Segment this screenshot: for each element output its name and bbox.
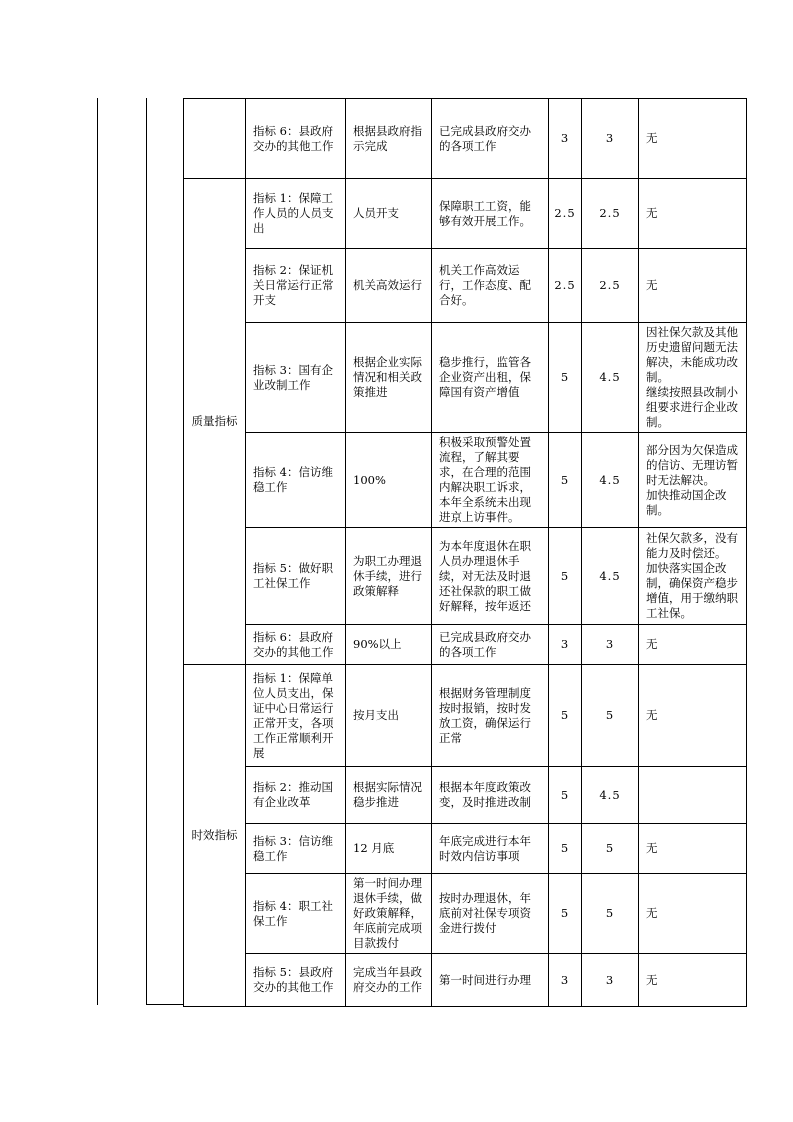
weight-cell-text: 5 xyxy=(560,787,570,802)
target-value-cell-text: 第一时间办理退休手续，做好政策解释，年底前完成项目款拨付 xyxy=(353,876,422,950)
deviation-reason-cell xyxy=(639,874,747,954)
target-value-cell xyxy=(346,767,432,824)
weight-cell-text: 5 xyxy=(560,906,570,920)
weight-cell-text: 2.5 xyxy=(554,206,576,220)
category-cell xyxy=(184,99,246,179)
indicator-cell xyxy=(246,665,346,767)
weight-cell xyxy=(549,665,582,767)
weight-cell xyxy=(549,179,582,249)
weight-cell xyxy=(549,625,582,665)
target-value-cell-text: 12 月底 xyxy=(353,841,395,855)
weight-cell-text: 3 xyxy=(560,972,570,987)
actual-completion-cell xyxy=(432,954,549,1007)
weight-cell xyxy=(549,767,582,824)
deviation-reason-cell-text: 无 xyxy=(646,906,658,920)
score-cell xyxy=(582,767,639,824)
weight-cell xyxy=(549,528,582,625)
indicator-cell xyxy=(246,824,346,874)
deviation-reason-cell xyxy=(639,323,747,433)
actual-completion-cell xyxy=(432,767,549,824)
weight-cell xyxy=(549,824,582,874)
weight-cell-text: 5 xyxy=(560,841,570,855)
indicator-cell-text: 指标 4：信访维稳工作 xyxy=(253,465,333,494)
deviation-reason-cell-text: 无 xyxy=(646,206,658,220)
indicator-cell xyxy=(246,99,346,179)
indicator-cell-text: 指标 1：保障单位人员支出，保证中心日常运行正常开支，各项工作正常顺利开展 xyxy=(253,670,334,760)
indicator-cell xyxy=(246,433,346,528)
score-cell xyxy=(582,625,639,665)
target-value-cell xyxy=(346,528,432,625)
weight-cell-text: 5 xyxy=(560,568,570,583)
indicator-cell-text: 指标 3：国有企业改制工作 xyxy=(253,362,333,392)
deviation-reason-cell-text: 无 xyxy=(646,841,658,855)
weight-cell-text: 5 xyxy=(560,370,570,384)
outer-border-bottom xyxy=(146,1004,184,1005)
target-value-cell xyxy=(346,824,432,874)
weight-cell-text: 3 xyxy=(560,131,570,145)
deviation-reason-cell xyxy=(639,665,747,767)
table-row xyxy=(184,323,747,433)
score-cell-text: 2.5 xyxy=(599,278,621,292)
score-cell xyxy=(582,665,639,767)
target-value-cell-text: 根据企业实际情况和相关政策推进 xyxy=(353,355,422,399)
score-cell xyxy=(582,323,639,433)
score-cell xyxy=(582,249,639,323)
weight-cell-text: 5 xyxy=(560,472,570,487)
actual-completion-cell-text: 稳步推行，监管各企业资产出租，保障国有资产增值 xyxy=(439,355,531,399)
deviation-reason-cell-text: 因社保欠款及其他历史遗留问题无法解决，未能成功改制。 继续按照县改制小组要求进行企业改制。 xyxy=(646,325,738,429)
score-cell-text: 4.5 xyxy=(599,472,621,487)
deviation-reason-cell xyxy=(639,954,747,1007)
table-row xyxy=(184,249,747,323)
target-value-cell xyxy=(346,179,432,249)
score-cell xyxy=(582,874,639,954)
target-value-cell xyxy=(346,954,432,1007)
table-row xyxy=(184,528,747,625)
indicator-cell xyxy=(246,625,346,665)
score-cell-text: 4.5 xyxy=(599,568,621,583)
actual-completion-cell-text: 已完成县政府交办的各项工作 xyxy=(439,123,531,153)
target-value-cell-text: 完成当年县政府交办的工作 xyxy=(353,965,422,994)
score-cell-text: 4.5 xyxy=(599,370,621,384)
score-cell-text: 4.5 xyxy=(599,787,621,802)
target-value-cell-text: 人员开支 xyxy=(353,206,399,220)
actual-completion-cell-text: 年底完成进行本年时效内信访事项 xyxy=(439,833,531,863)
actual-completion-cell-text: 机关工作高效运行，工作态度、配合好。 xyxy=(439,263,531,307)
actual-completion-cell xyxy=(432,179,549,249)
score-cell-text: 3 xyxy=(605,637,615,651)
score-cell-text: 5 xyxy=(605,906,615,920)
target-value-cell xyxy=(346,249,432,323)
outer-border-left xyxy=(97,98,98,1005)
deviation-reason-cell-text: 无 xyxy=(646,972,658,987)
score-cell xyxy=(582,954,639,1007)
actual-completion-cell xyxy=(432,528,549,625)
indicator-cell-text: 指标 3：信访维稳工作 xyxy=(253,833,333,863)
actual-completion-cell xyxy=(432,625,549,665)
actual-completion-cell-text: 积极采取预警处置流程，了解其要求，在合理的范围内解决职工诉求，本年全系统未出现进京上访事件。 xyxy=(439,435,531,524)
indicator-cell xyxy=(246,323,346,433)
indicator-cell-text: 指标 2：推动国有企业改革 xyxy=(253,780,333,809)
table-row xyxy=(184,99,747,179)
deviation-reason-cell xyxy=(639,179,747,249)
weight-cell-text: 5 xyxy=(560,708,570,722)
category-cell: 时效指标 xyxy=(184,665,246,1007)
weight-cell xyxy=(549,323,582,433)
indicator-cell-text: 指标 4：职工社保工作 xyxy=(253,898,333,928)
target-value-cell xyxy=(346,874,432,954)
indicator-cell xyxy=(246,767,346,824)
actual-completion-cell-text: 根据本年度政策改变，及时推进改制 xyxy=(439,780,531,809)
deviation-reason-cell xyxy=(639,249,747,323)
deviation-reason-cell-text: 部分因为欠保造成的信访、无理访暂时无法解决。 加快推动国企改制。 xyxy=(646,442,738,517)
indicator-cell-text: 指标 5：县政府交办的其他工作 xyxy=(253,965,334,994)
indicator-cell xyxy=(246,954,346,1007)
category-cell: 质量指标 xyxy=(184,179,246,665)
deviation-reason-cell-text: 无 xyxy=(646,708,658,722)
indicator-cell-text: 指标 6：县政府交办的其他工作 xyxy=(253,629,334,659)
deviation-reason-cell xyxy=(639,767,747,824)
actual-completion-cell-text: 按时办理退休，年底前对社保专项资金进行拨付 xyxy=(439,891,531,935)
indicator-cell-text: 指标 5：做好职工社保工作 xyxy=(253,561,333,590)
score-cell-text: 5 xyxy=(605,841,615,855)
deviation-reason-cell xyxy=(639,99,747,179)
table-row xyxy=(184,433,747,528)
score-cell xyxy=(582,433,639,528)
deviation-reason-cell xyxy=(639,528,747,625)
weight-cell xyxy=(549,433,582,528)
weight-cell-text: 2.5 xyxy=(554,278,576,292)
weight-cell xyxy=(549,99,582,179)
actual-completion-cell xyxy=(432,249,549,323)
score-cell-text: 3 xyxy=(605,972,615,987)
actual-completion-cell-text: 已完成县政府交办的各项工作 xyxy=(439,629,531,659)
deviation-reason-cell-text: 无 xyxy=(646,278,658,292)
score-cell xyxy=(582,99,639,179)
target-value-cell-text: 根据实际情况稳步推进 xyxy=(353,780,422,809)
actual-completion-cell xyxy=(432,433,549,528)
indicator-cell xyxy=(246,249,346,323)
indicator-cell-text: 指标 1：保障工作人员的人员支出 xyxy=(253,191,334,235)
actual-completion-cell-text: 根据财务管理制度按时报销，按时发放工资，确保运行正常 xyxy=(439,685,531,745)
deviation-reason-cell xyxy=(639,824,747,874)
table-row xyxy=(184,767,747,824)
weight-cell-text: 3 xyxy=(560,637,570,651)
target-value-cell xyxy=(346,625,432,665)
actual-completion-cell-text: 为本年度退休在职人员办理退休手续，对无法及时退还社保款的职工做好解释，按年返还 xyxy=(439,538,531,613)
indicator-cell xyxy=(246,874,346,954)
actual-completion-cell xyxy=(432,874,549,954)
weight-cell xyxy=(549,874,582,954)
table-row xyxy=(184,179,747,249)
weight-cell xyxy=(549,954,582,1007)
score-cell xyxy=(582,528,639,625)
target-value-cell xyxy=(346,433,432,528)
score-cell-text: 3 xyxy=(605,131,615,145)
deviation-reason-cell xyxy=(639,433,747,528)
target-value-cell-text: 100% xyxy=(353,472,386,487)
table-row xyxy=(184,625,747,665)
actual-completion-cell-text: 保障职工工资，能够有效开展工作。 xyxy=(439,198,531,228)
target-value-cell-text: 按月支出 xyxy=(353,708,399,722)
score-cell xyxy=(582,179,639,249)
table-row xyxy=(184,665,747,767)
indicator-cell-text: 指标 6：县政府交办的其他工作 xyxy=(253,123,334,153)
actual-completion-cell xyxy=(432,323,549,433)
table-row xyxy=(184,954,747,1007)
score-cell-text: 2.5 xyxy=(599,206,621,220)
target-value-cell xyxy=(346,99,432,179)
actual-completion-cell xyxy=(432,824,549,874)
actual-completion-cell xyxy=(432,665,549,767)
indicator-cell xyxy=(246,179,346,249)
target-value-cell-text: 机关高效运行 xyxy=(353,278,422,292)
actual-completion-cell-text: 第一时间进行办理 xyxy=(439,972,531,987)
score-cell xyxy=(582,824,639,874)
table-row xyxy=(184,824,747,874)
indicator-cell-text: 指标 2：保证机关日常运行正常开支 xyxy=(253,263,334,307)
score-cell-text: 5 xyxy=(605,708,615,722)
target-value-cell-text: 根据县政府指示完成 xyxy=(353,123,422,153)
performance-indicator-table xyxy=(183,98,747,1007)
deviation-reason-cell xyxy=(639,625,747,665)
deviation-reason-cell-text: 无 xyxy=(646,637,658,651)
target-value-cell-text: 为职工办理退休手续，进行政策解释 xyxy=(353,553,422,598)
outer-border-inner xyxy=(146,98,147,1005)
deviation-reason-cell-text: 社保欠款多，没有能力及时偿还。 加快落实国企改制，确保资产稳步增值，用于缴纳职工社保。 xyxy=(646,531,738,620)
target-value-cell xyxy=(346,323,432,433)
indicator-cell xyxy=(246,528,346,625)
weight-cell xyxy=(549,249,582,323)
target-value-cell-text: 90%以上 xyxy=(353,637,402,651)
deviation-reason-cell-text: 无 xyxy=(646,131,658,145)
actual-completion-cell xyxy=(432,99,549,179)
table-row xyxy=(184,874,747,954)
target-value-cell xyxy=(346,665,432,767)
